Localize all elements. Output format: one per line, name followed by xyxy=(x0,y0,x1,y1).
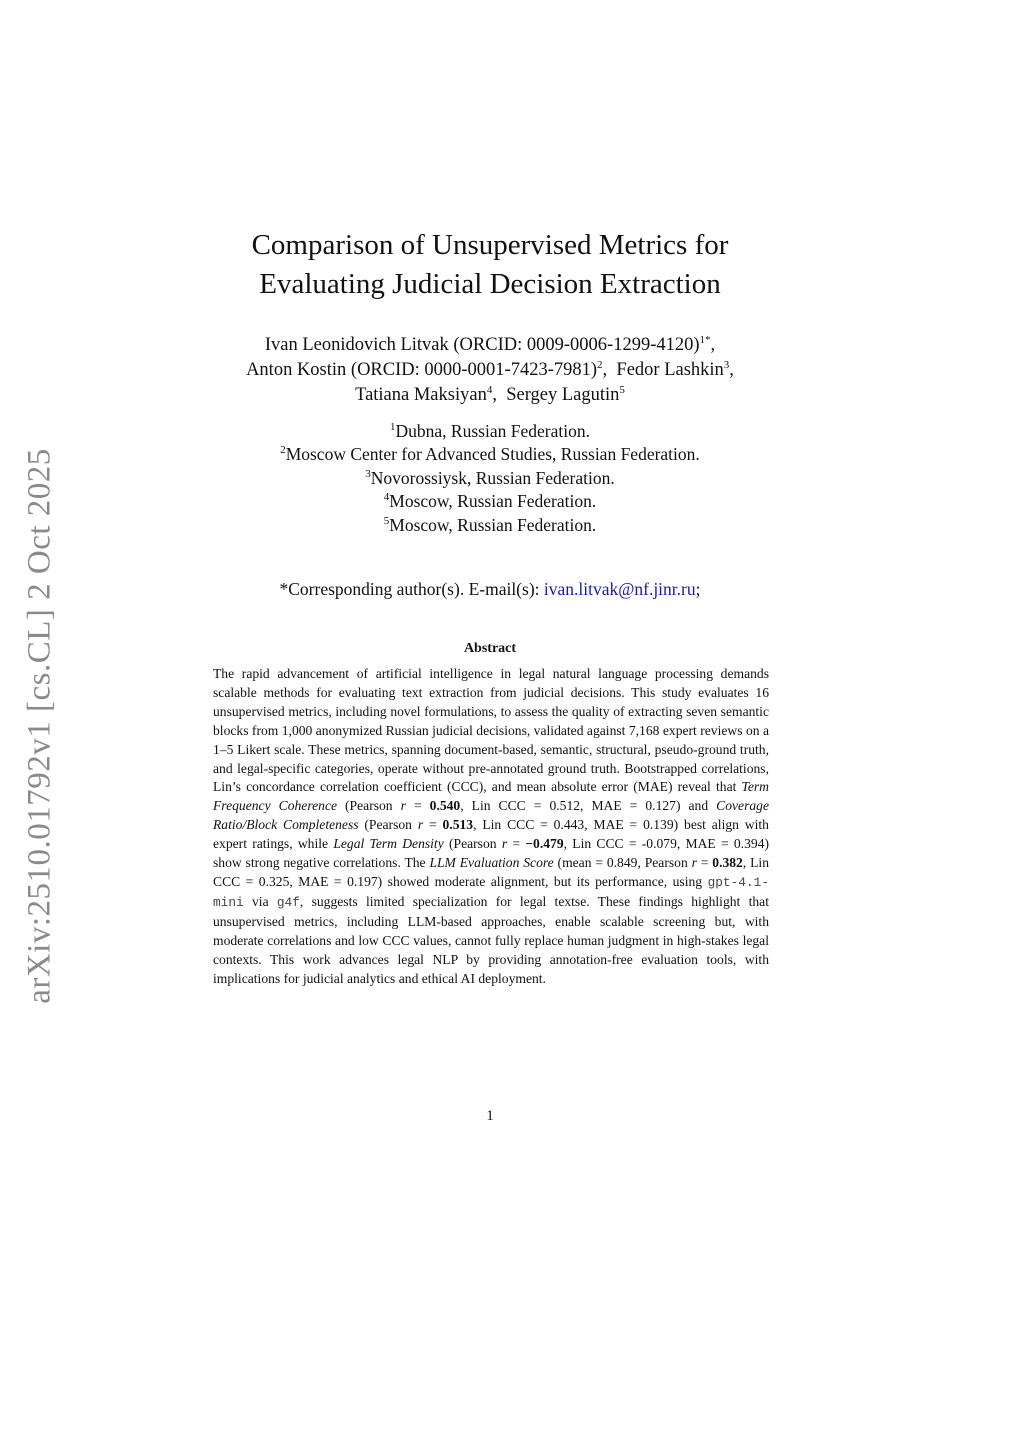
pearson-value: 0.513 xyxy=(442,817,474,833)
arxiv-identifier: arXiv:2510.01792v1 [cs.CL] 2 Oct 2025 xyxy=(21,448,58,1004)
pearson-value: 0.540 xyxy=(429,798,461,814)
library-code: g4f xyxy=(276,894,300,910)
model-code: gpt-4.1-mini xyxy=(213,874,769,910)
page-number: 1 xyxy=(486,1108,494,1124)
corresponding-author xyxy=(190,578,790,601)
pearson-value: −0.479 xyxy=(525,836,564,852)
affiliation-text: Dubna, Russian Federation. xyxy=(395,421,590,441)
corresponding-suffix: ; xyxy=(695,579,701,599)
affiliation xyxy=(190,490,790,513)
author-affil-mark: 2 xyxy=(597,359,603,371)
affiliation xyxy=(190,514,790,537)
paper-title xyxy=(190,226,790,304)
email-link[interactable]: ivan.litvak@nf.jinr.ru xyxy=(543,579,696,599)
pearson-value: 0.382 xyxy=(712,855,743,871)
metric-name: LLM Evaluation Score xyxy=(429,855,554,871)
affiliation xyxy=(190,467,790,490)
author-line-2: Anton Kostin (ORCID: 0000-0001-7423-7981)$^2$, Fedor Lashkin$^3$, xyxy=(246,359,734,380)
math-symbol: r xyxy=(400,798,406,814)
author-affil-mark: 3 xyxy=(723,359,730,371)
author-affil-mark: 4 xyxy=(486,384,493,396)
metric-name: Coverage Ratio/Block Completeness xyxy=(213,798,770,833)
math-eq: = xyxy=(423,817,443,833)
affiliation-mark: 5 xyxy=(383,514,390,527)
abstract-segment: , Lin CCC = 0.512, MAE = 0.127) and xyxy=(460,798,717,814)
affiliation-text: Moscow Center for Advanced Studies, Russian Federation. xyxy=(285,444,700,465)
author-name: Fedor Lashkin xyxy=(616,360,724,380)
abstract-segment: (Pearson xyxy=(337,798,401,814)
affiliation-text: Moscow, Russian Federation. xyxy=(389,491,597,512)
abstract-segment: (Pearson xyxy=(443,836,502,852)
math-eq: = xyxy=(405,798,430,814)
author-name: Tatiana Maksiyan xyxy=(355,385,487,405)
abstract-segment: , Lin CCC = 0.443, MAE = 0.139) best align with expert ratings, while xyxy=(213,817,769,852)
arxiv-sidebar xyxy=(12,436,68,1016)
abstract-heading: Abstract xyxy=(463,641,517,656)
math-symbol: r xyxy=(417,817,424,833)
author-name: Anton Kostin (ORCID: 0000-0001-7423-7981) xyxy=(246,360,598,380)
author-affil-mark: 1* xyxy=(699,334,711,346)
math-symbol: r xyxy=(501,836,508,852)
abstract-segment: , Lin CCC = 0.325, MAE = 0.197) showed moderate alignment, but its performance, using xyxy=(213,855,769,889)
affiliation-text: Moscow, Russian Federation. xyxy=(389,514,597,535)
title-line-1: Comparison of Unsupervised Metrics for xyxy=(251,229,729,261)
corresponding-label: *Corresponding author(s). E-mail(s): xyxy=(279,579,544,599)
author-affil-mark: 5 xyxy=(619,384,625,396)
math-symbol: r xyxy=(691,855,697,871)
metric-name: Term Frequency Coherence xyxy=(213,779,769,814)
author-line-3: Tatiana Maksiyan$^4$, Sergey Lagutin$^5$ xyxy=(355,384,625,405)
abstract-conclusion: , suggests limited specialization for legal textse. These findings highlight that unsupervised metrics, including LLM-based approaches, enable scalable screening but, with moderate correlations and low CCC values, cannot fully replace human judgment in high-stakes legal contexts. This work advances legal NLP by providing annotation-free evaluation tools, with implications for judicial analytics and ethical AI deployment. xyxy=(213,893,769,986)
title-line-2: Evaluating Judicial Decision Extraction xyxy=(259,268,721,300)
affiliation-text: Novorossiysk, Russian Federation. xyxy=(370,467,615,488)
abstract-segment: , Lin CCC = -0.079, MAE = 0.394) show strong negative correlations. The xyxy=(213,836,769,871)
affiliation-mark: 4 xyxy=(383,491,390,504)
affiliation-mark: 2 xyxy=(280,444,286,457)
abstract-segment: (Pearson xyxy=(358,817,418,833)
affiliation-mark: 1 xyxy=(390,421,396,433)
abstract-segment: via xyxy=(243,893,277,909)
author-name: Sergey Lagutin xyxy=(506,385,620,405)
author-name: Ivan Leonidovich Litvak (ORCID: 0009-0006-1299-4120) xyxy=(264,335,700,355)
affiliation xyxy=(190,443,790,466)
author-line-1: Ivan Leonidovich Litvak (ORCID: 0009-0006-1299-4120)$^{1*}$, xyxy=(264,334,716,355)
math-eq: = xyxy=(507,836,526,852)
abstract-segment: (mean = 0.849, Pearson xyxy=(553,855,692,871)
abstract-text xyxy=(213,665,769,988)
metric-name: Legal Term Density xyxy=(333,836,444,852)
affiliation-mark: 3 xyxy=(365,467,371,480)
author-list xyxy=(170,333,810,408)
math-eq: = xyxy=(696,855,713,871)
affiliation xyxy=(190,420,790,443)
abstract-intro: The rapid advancement of artificial intelligence in legal natural language processing demands scalable methods for evaluating text extraction from judicial decisions. This study evaluates 16 unsupervised metrics, including novel formulations, to assess the quality of extracting seven semantic blocks from 1,000 anonymized Russian judicial decisions, validated against 7,168 expert reviews on a 1–5 Likert scale. These metrics, spanning document-based, semantic, structural, pseudo-ground truth, and legal-specific categories, operate without pre-annotated ground truth. Bootstrapped correlations, Lin’s concordance correlation coefficient (CCC), and mean absolute error (MAE) reveal that xyxy=(213,666,769,795)
affiliation-list xyxy=(190,420,790,537)
